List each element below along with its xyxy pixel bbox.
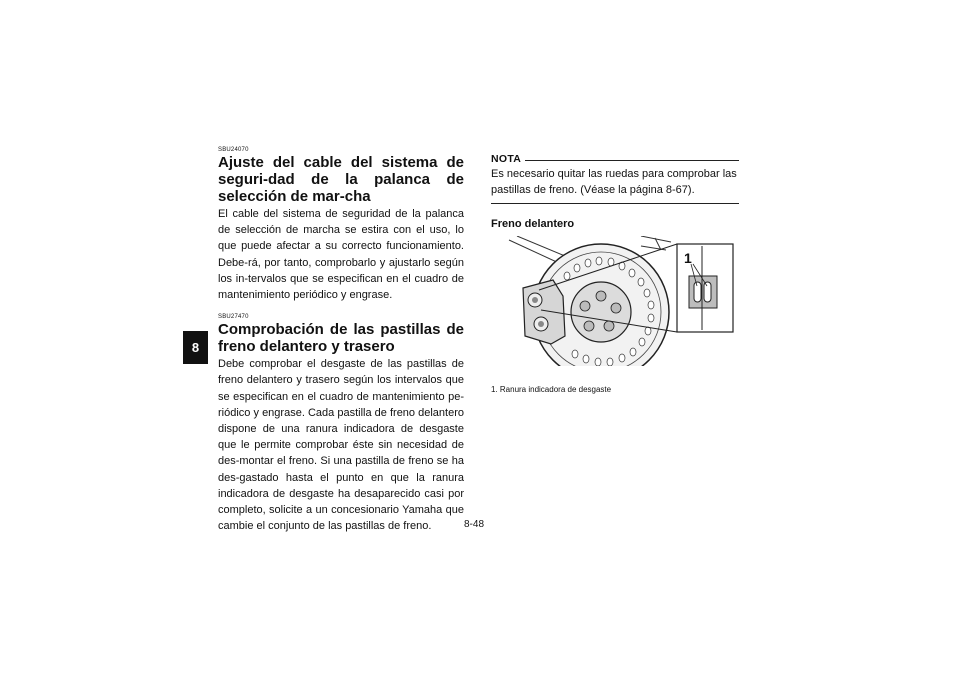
section-code: SBU24070 <box>218 147 249 153</box>
right-column <box>491 152 739 395</box>
note-header <box>491 152 739 166</box>
note-rule <box>525 160 739 161</box>
chapter-number: 8 <box>191 340 200 355</box>
brake-caliper-figure <box>491 236 738 366</box>
section-title: Ajuste del cable del sistema de seguri-dad de la palanca de selección de mar-cha <box>218 154 464 205</box>
chapter-tab <box>183 331 208 364</box>
figure-caption: 1. Ranura indicadora de desgaste <box>491 385 612 394</box>
page-number: 8-48 <box>464 519 485 530</box>
figure-heading: Freno delantero <box>491 218 575 230</box>
note-text: Es necesario quitar las ruedas para comprobar las pastillas de freno. (Véase la página 8-67). <box>491 168 737 196</box>
section-body: Debe comprobar el desgaste de las pastillas de freno delantero y trasero según los intervalos que se especifican en el cuadro de mantenimiento pe-riódico y engrase. Cada pastilla de freno delantero dispone de una ranura indicadora de desgaste que le permite comprobar éste sin necesidad de des-montar el freno. Si una pastilla de freno se ha des-gastado hasta el punto en que la ranura indicadora de desgaste ha desaparecido casi por completo, solicite a un concesionario Yamaha que cambie el conjunto de las pastillas de freno. <box>218 358 464 533</box>
section-code: SBU27470 <box>218 314 249 321</box>
left-column <box>218 146 464 534</box>
note-end-rule <box>491 203 739 204</box>
note-title: NOTA <box>491 153 522 165</box>
section-body: El cable del sistema de seguridad de la palanca de selección de marcha se estira con el uso, lo que puede afectar a su correcto funcionamiento. Debe-rá, por tanto, comprobarlo y ajustarlo según los in-tervalos que se especifican en el cuadro de mantenimiento periódico y engrase. <box>218 208 464 302</box>
section-title: Comprobación de las pastillas de freno delantero y trasero <box>218 321 464 356</box>
callout-number: 1 <box>684 250 692 266</box>
